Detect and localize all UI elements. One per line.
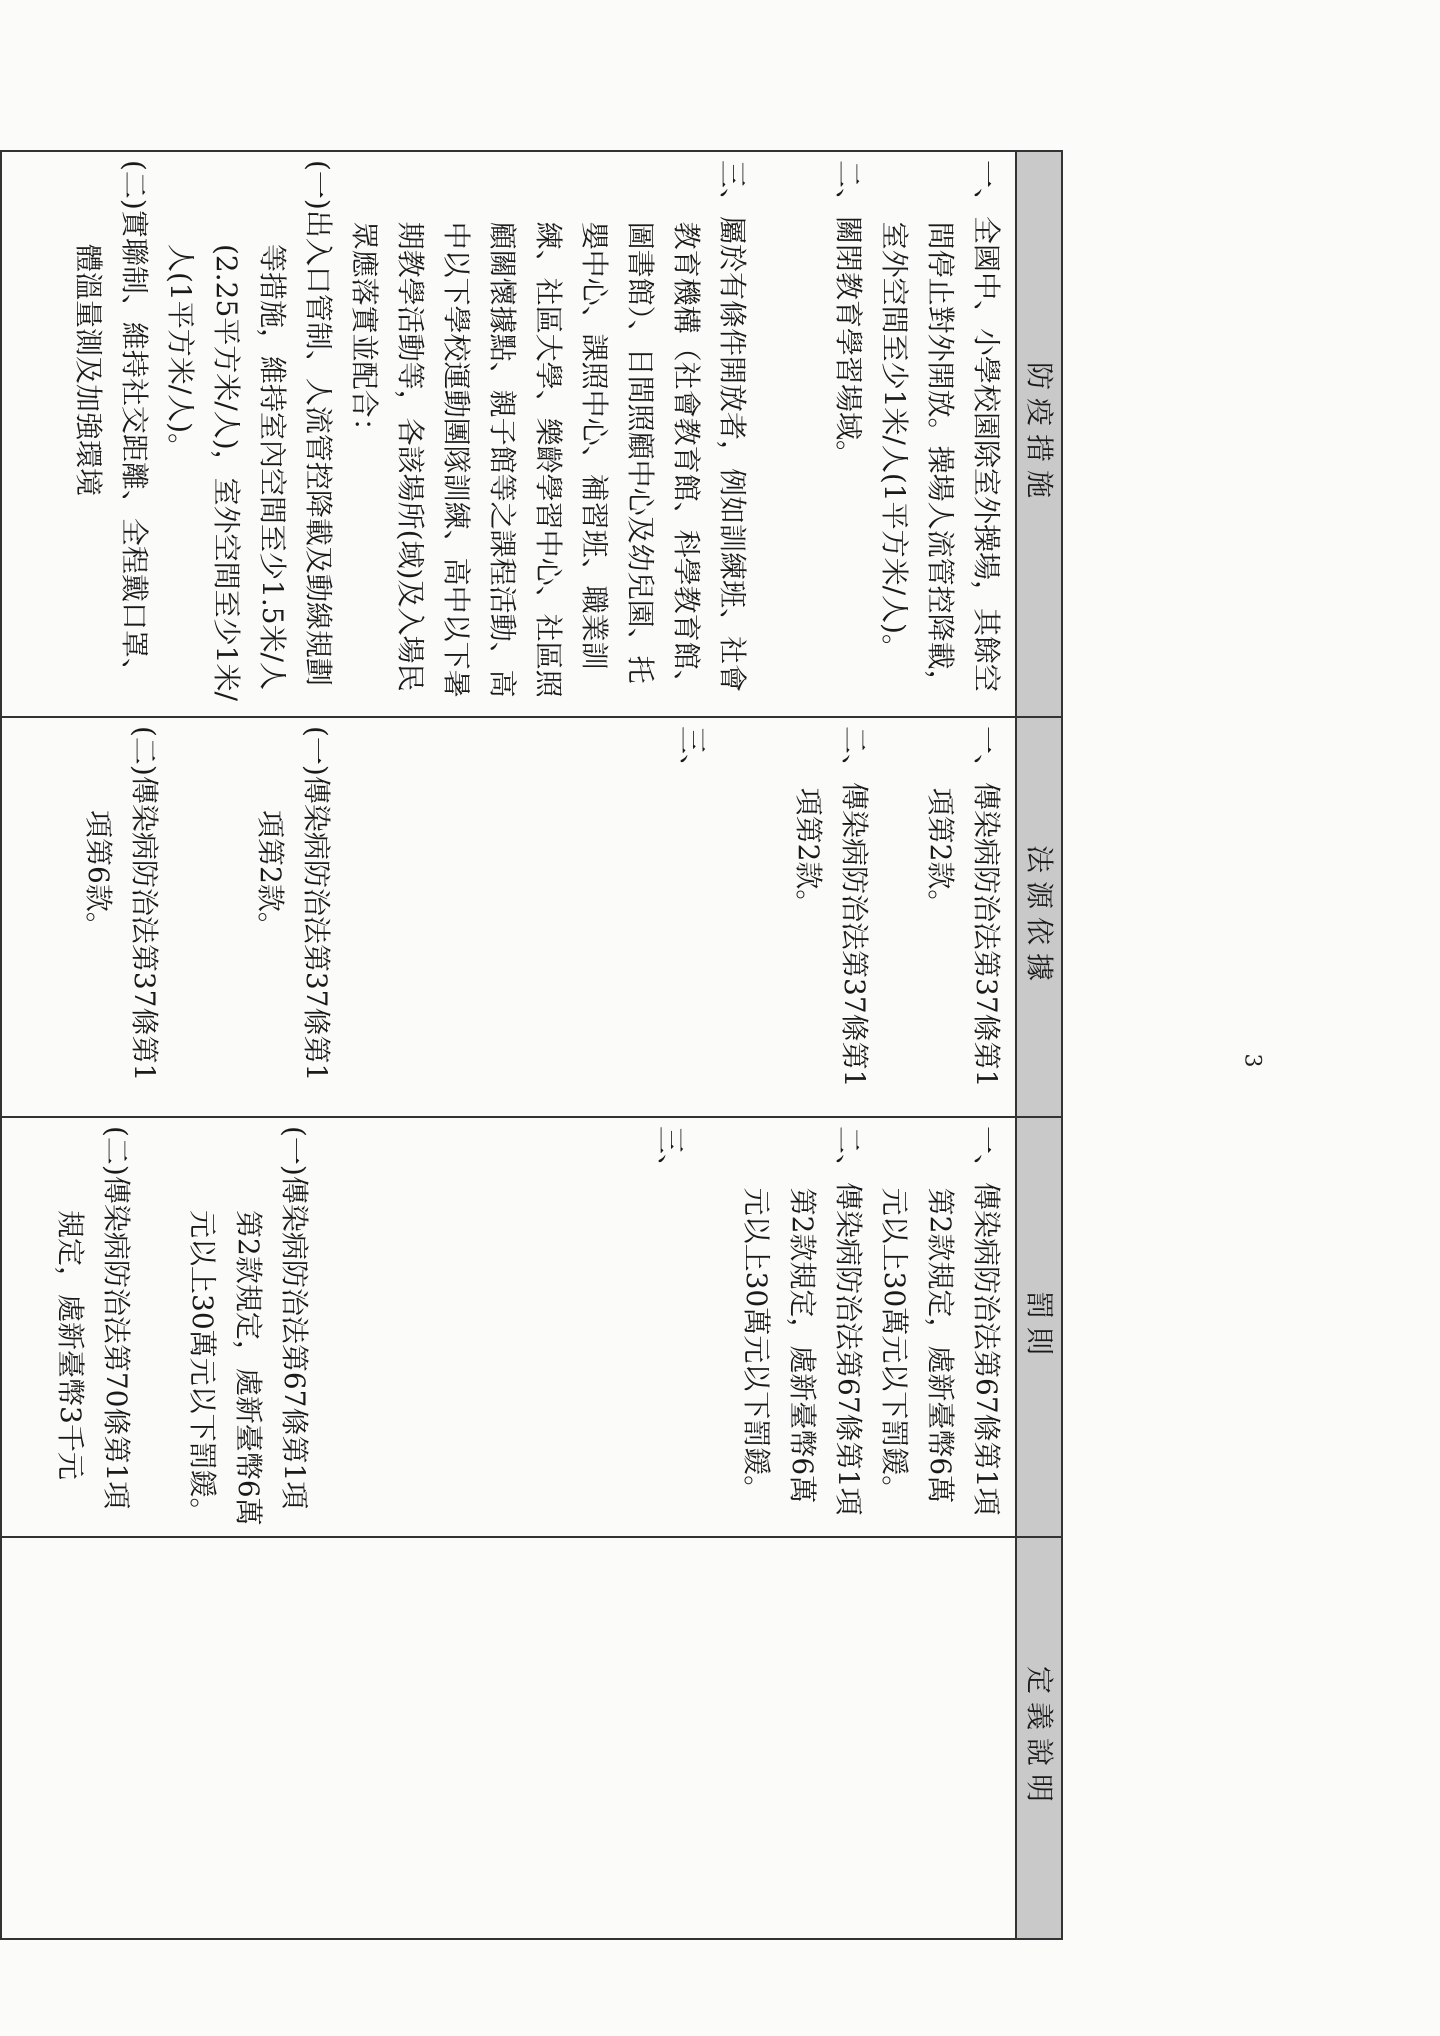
legal-basis-item: 一、傳染病防治法第37條第1項第2款。 xyxy=(924,726,1003,1088)
legal-basis-item: (一)傳染病防治法第37條第1項第2款。 xyxy=(254,726,333,1082)
header-penalty: 罰則 xyxy=(1016,1117,1062,1537)
penalty-cell xyxy=(1,1117,1016,1537)
definition-cell xyxy=(1,1537,1016,1939)
regulation-table xyxy=(0,150,1063,1940)
penalty-item: 一、傳染病防治法第67條第1項第2款規定，處新臺幣6萬元以上30萬元以下罰鍰。 xyxy=(878,1126,1003,1516)
legal-basis-item: 二、傳染病防治法第37條第1項第2款。 xyxy=(792,726,871,1088)
penalty-item: (二)傳染病防治法第70條第1項規定，處新臺幣3千元 xyxy=(54,1126,133,1510)
header-definition: 定義說明 xyxy=(1016,1537,1062,1939)
page-number: 3 xyxy=(1239,1053,1265,1068)
legal-basis-cell xyxy=(1,717,1016,1117)
measure-item: (二)實聯制、維持社交距離、全程戴口罩、體溫量測及加強環境 xyxy=(72,160,151,686)
measure-item: 一、全國中、小學校園除室外操場，其餘空間停止對外開放。操場人流管控降載，室外空間至少1米/人(1平方米/人)。 xyxy=(878,160,1003,698)
measure-item: (一)出入口管制、人流管控降載及動線規劃等措施，維持室內空間至少1.5米/人(2.25平方米/人)，室外空間至少1米/人(1平方米/人)。 xyxy=(164,160,335,701)
penalty-item: 三、 xyxy=(654,1126,687,1183)
header-measures: 防疫措施 xyxy=(1016,151,1062,717)
penalty-item: 二、傳染病防治法第67條第1項第2款規定，處新臺幣6萬元以上30萬元以下罰鍰。 xyxy=(740,1126,865,1516)
measure-item: 二、關閉教育學習場域。 xyxy=(832,160,865,469)
penalty-item: (一)傳染病防治法第67條第1項第2款規定，處新臺幣6萬元以上30萬元以下罰鍰。 xyxy=(186,1126,311,1526)
measures-cell xyxy=(1,151,1016,717)
measure-item: 三、屬於有條件開放者，例如訓練班、社會教育機構（社會教育館、科學教育館、圖書館）、日間照顧中心及幼兒園、托嬰中心、課照中心、補習班、職業訓練、社區大學、樂齡學習中心、社區照顧關懷據點、親子館等之課程活動、高中以下學校運動團隊訓練、高中以下暑期教學活動等，各該場所(域)及入場民眾應落實並配合： xyxy=(348,160,749,698)
header-legal-basis: 法源依據 xyxy=(1016,717,1062,1117)
legal-basis-item: 三、 xyxy=(676,726,709,783)
legal-basis-item: (二)傳染病防治法第37條第1項第6款。 xyxy=(82,726,161,1082)
